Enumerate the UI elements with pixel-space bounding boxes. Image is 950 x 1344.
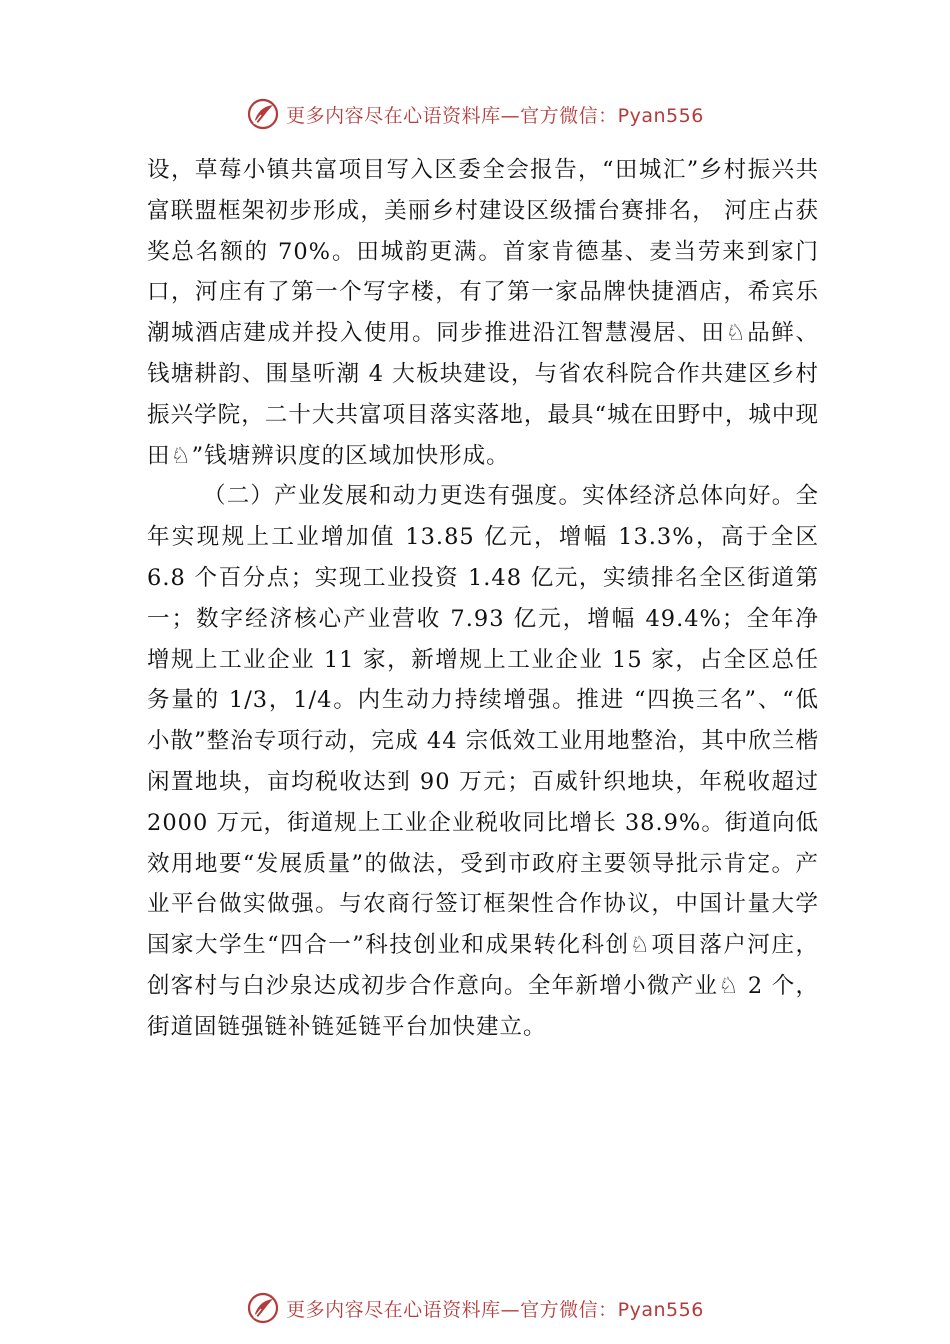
footer-banner [0, 1288, 950, 1328]
body-paragraph [147, 476, 819, 1047]
section-text: 实体经济总体向好。全年实现规上工业增加值 13.85 亿元，增幅 13.3%，高于全区 6.8 个百分点；实现工业投资 1.48 亿元，实绩排名全区街道第一；数字经济核心产业营收 7.93 亿元，增幅 49.4%；全年净增规上工业企业 11 家，新增规上工业企业 15 家，占全区总任务量的 1/3，1/4。内生动力持续增强。推进 “四换三名”、“低小散”整治专项行动，完成 44 宗低效工业用地整治，其中欣兰楷闲置地块，亩均税收达到 90 万元；百威针织地块，年税收超过 2000 万元，街道规上工业企业税收同比增长 38.9%。街道向低效用地要“发展质量”的做法，受到市政府主要领导批示肯定。产业平台做实做强。与农商行签订框架性合作协议，中国计量大学国家大学生“四合一”科技创业和成果转化科创♘项目落户河庄，创客村与白沙泉达成初步合作意向。全年新增小微产业♘ 2 个，街道固链强链补链延链平台加快建立。 [147, 483, 819, 1040]
body-paragraph: 设，草莓小镇共富项目写入区委全会报告，“田城汇”乡村振兴共富联盟框架初步形成，美丽乡村建设区级擂台赛排名， 河庄占获奖总名额的 70%。田城韵更满。首家肯德基、麦当劳来到家门口，河庄有了第一个写字楼，有了第一家品牌快捷酒店，希宾乐潮城酒店建成并投入使用。同步推进沿江智慧漫居、田♘品鲜、钱塘耕韵、围垦听潮 4 大板块建设，与省农科院合作共建区乡村振兴学院，二十大共富项目落实落地，最具“城在田野中，城中现田♘”钱塘辨识度的区域加快形成。 [147, 157, 819, 469]
header-banner [0, 94, 950, 134]
logo-icon [246, 97, 280, 131]
document-body [147, 150, 819, 1048]
header-banner-text: 更多内容尽在心语资料库—官方微信：Pyan556 [286, 104, 704, 127]
section-heading: （二）产业发展和动力更迭有强度。 [203, 483, 583, 510]
footer-banner-text: 更多内容尽在心语资料库—官方微信：Pyan556 [286, 1298, 704, 1321]
logo-icon [246, 1291, 280, 1325]
